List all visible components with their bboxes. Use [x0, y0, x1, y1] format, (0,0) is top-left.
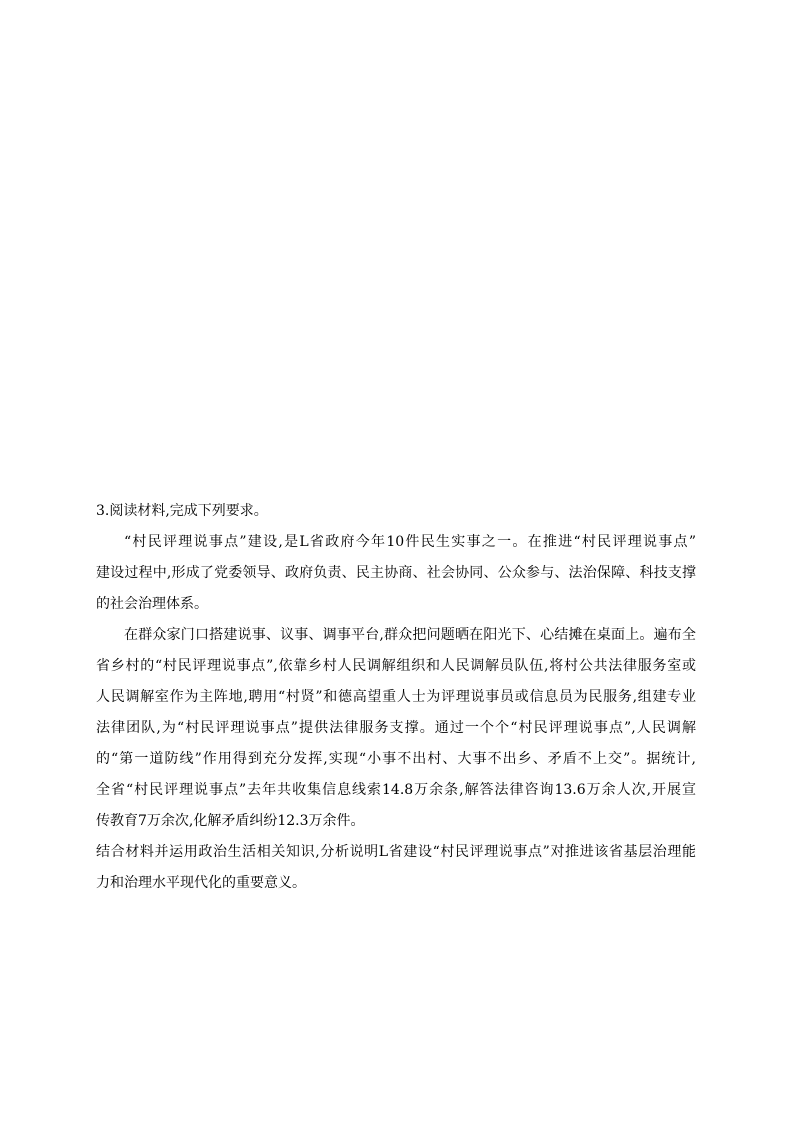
question-title: 3.阅读材料,完成下列要求。	[96, 503, 268, 519]
paragraph-2-line-5: 的“第一道防线”作用得到充分发挥,实现“小事不出村、大事不出乡、矛盾不上交”。据统计,	[96, 751, 696, 767]
requirement-line-1: 结合材料并运用政治生活相关知识,分析说明L省建设“村民评理说事点”对推进该省基层治理能	[96, 844, 696, 860]
paragraph-2-line-3: 人民调解室作为主阵地,聘用“村贤”和德高望重人士为评理说事员或信息员为民服务,组建专业	[96, 689, 696, 705]
paragraph-2-line-2: 省乡村的“村民评理说事点”,依靠乡村人民调解组织和人民调解员队伍,将村公共法律服务室或	[96, 658, 696, 674]
paragraph-1-line-1: “村民评理说事点”建设,是L省政府今年10件民生实事之一。在推进“村民评理说事点”	[124, 534, 696, 550]
paragraph-1-line-3: 的社会治理体系。	[96, 596, 208, 612]
paragraph-2-line-6: 全省“村民评理说事点”去年共收集信息线索14.8万余条,解答法律咨询13.6万余人次,开展宣	[96, 782, 696, 798]
requirement-line-2: 力和治理水平现代化的重要意义。	[96, 875, 306, 891]
paragraph-2-line-7: 传教育7万余次,化解矛盾纠纷12.3万余件。	[96, 813, 365, 829]
paragraph-2-line-1: 在群众家门口搭建说事、议事、调事平台,群众把问题晒在阳光下、心结摊在桌面上。遍布全	[124, 627, 696, 643]
question-block	[96, 496, 696, 899]
paragraph-1-line-2: 建设过程中,形成了党委领导、政府负责、民主协商、社会协同、公众参与、法治保障、科技支撑	[96, 565, 696, 581]
paragraph-2-line-4: 法律团队,为“村民评理说事点”提供法律服务支撑。通过一个个“村民评理说事点”,人民调解	[96, 720, 696, 736]
